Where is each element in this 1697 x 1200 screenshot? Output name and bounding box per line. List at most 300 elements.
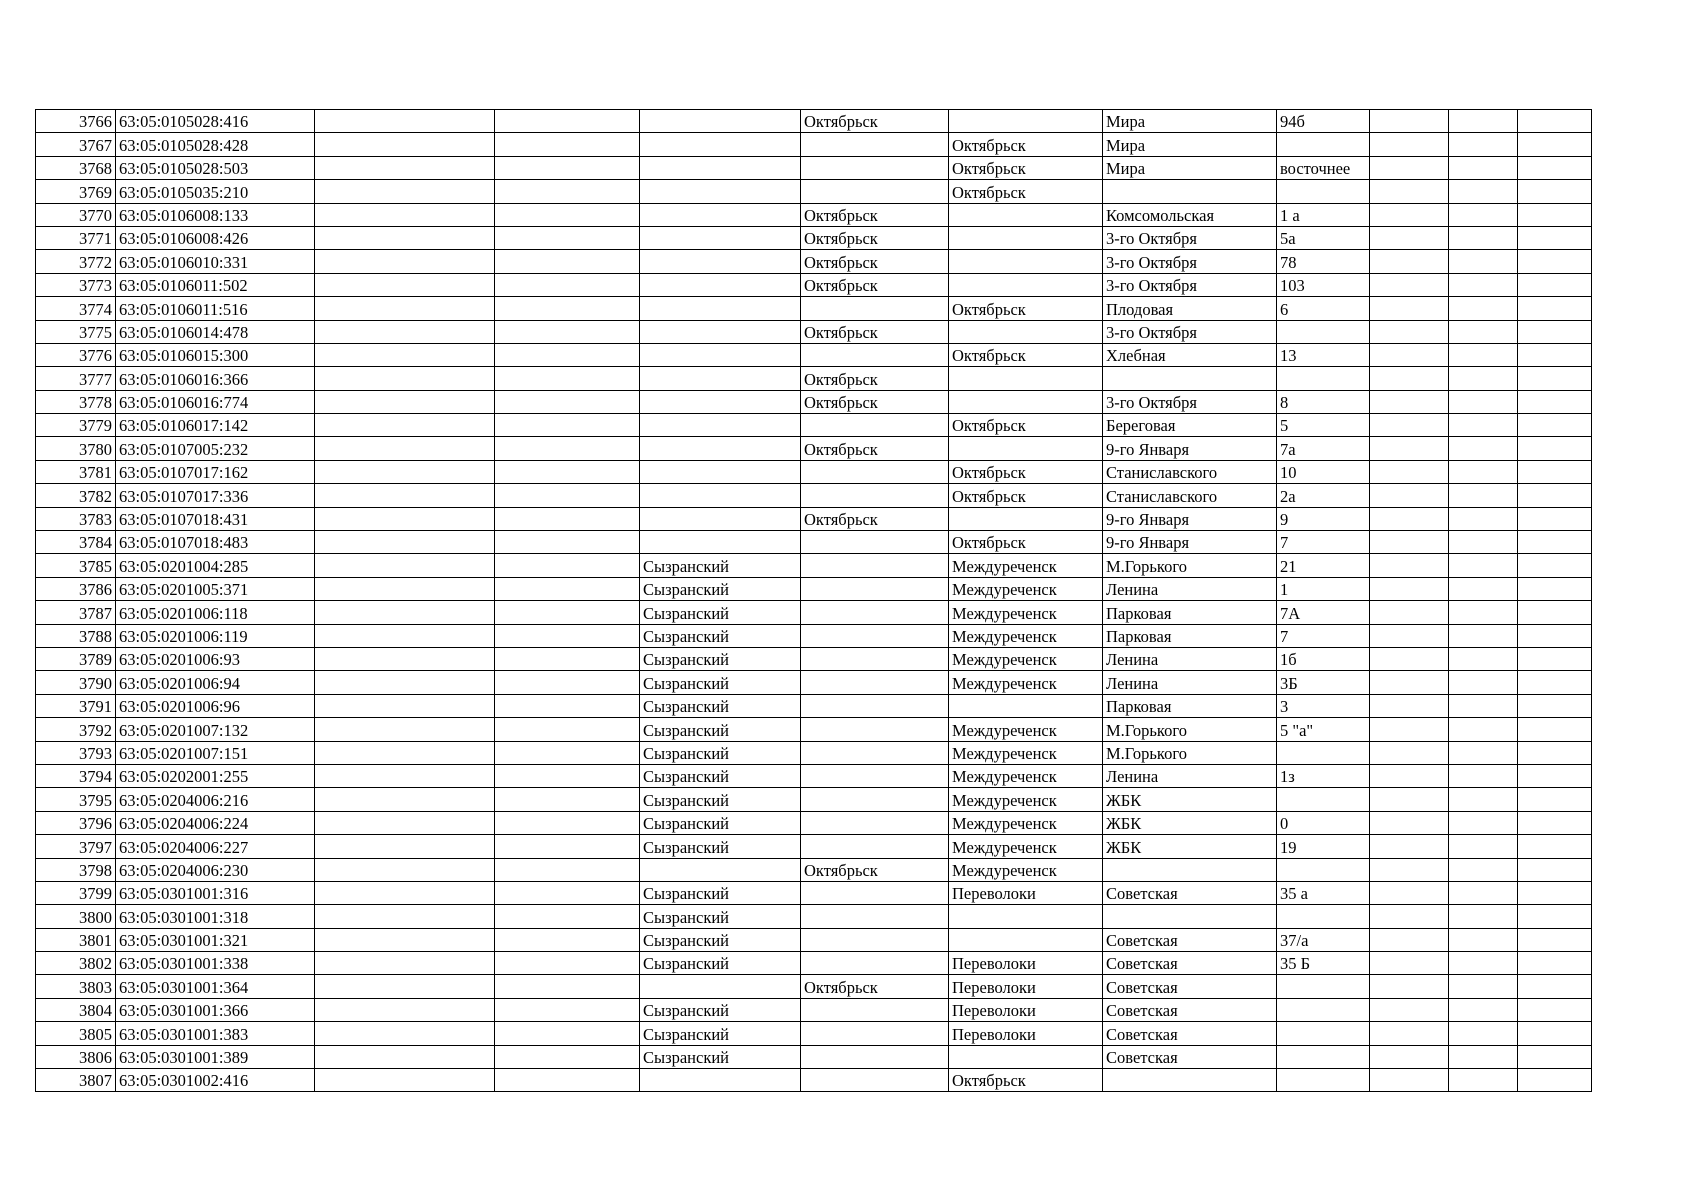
- cell-city: [801, 718, 949, 741]
- cell-house: [1277, 1022, 1370, 1045]
- cell-district: [640, 343, 801, 366]
- cell-col-3: [315, 928, 495, 951]
- cell-city: [801, 624, 949, 647]
- cell-row-number: 3773: [36, 273, 116, 296]
- cell-col-3: [315, 835, 495, 858]
- cell-house: 35 Б: [1277, 952, 1370, 975]
- cell-city: Октябрьск: [801, 858, 949, 881]
- cell-district: Сызранский: [640, 881, 801, 904]
- cell-cadastral-number: 63:05:0201004:285: [116, 554, 315, 577]
- cell-house: [1277, 741, 1370, 764]
- cell-col-12: [1518, 203, 1592, 226]
- cell-settlement: Междуреченск: [949, 764, 1103, 787]
- cell-col-10: [1370, 156, 1449, 179]
- cell-row-number: 3766: [36, 110, 116, 133]
- cell-cadastral-number: 63:05:0301001:383: [116, 1022, 315, 1045]
- cell-row-number: 3787: [36, 601, 116, 624]
- table-row: [36, 694, 1592, 717]
- cell-cadastral-number: 63:05:0105035:210: [116, 180, 315, 203]
- cell-cadastral-number: 63:05:0301001:316: [116, 881, 315, 904]
- cell-col-4: [495, 133, 640, 156]
- table-row: [36, 414, 1592, 437]
- cell-settlement: Переволоки: [949, 952, 1103, 975]
- cell-street: ЖБК: [1103, 811, 1277, 834]
- cell-street: Ленина: [1103, 577, 1277, 600]
- cell-house: 5: [1277, 414, 1370, 437]
- cell-col-12: [1518, 975, 1592, 998]
- cell-col-4: [495, 647, 640, 670]
- cell-city: Октябрьск: [801, 507, 949, 530]
- cell-district: [640, 180, 801, 203]
- cell-col-3: [315, 343, 495, 366]
- cell-col-12: [1518, 998, 1592, 1021]
- cell-col-10: [1370, 437, 1449, 460]
- table-row: [36, 1069, 1592, 1092]
- cell-cadastral-number: 63:05:0201007:151: [116, 741, 315, 764]
- cell-street: Парковая: [1103, 624, 1277, 647]
- cell-col-3: [315, 297, 495, 320]
- cell-col-4: [495, 858, 640, 881]
- cell-city: [801, 905, 949, 928]
- table-row: [36, 928, 1592, 951]
- cell-settlement: [949, 1045, 1103, 1068]
- cell-city: Октябрьск: [801, 226, 949, 249]
- cell-col-12: [1518, 437, 1592, 460]
- cell-col-11: [1449, 180, 1518, 203]
- cell-district: Сызранский: [640, 788, 801, 811]
- cell-settlement: [949, 273, 1103, 296]
- cell-col-10: [1370, 671, 1449, 694]
- cell-row-number: 3807: [36, 1069, 116, 1092]
- cell-row-number: 3774: [36, 297, 116, 320]
- cell-settlement: [949, 437, 1103, 460]
- cell-cadastral-number: 63:05:0107017:336: [116, 484, 315, 507]
- cell-row-number: 3776: [36, 343, 116, 366]
- cell-col-10: [1370, 905, 1449, 928]
- cell-col-12: [1518, 367, 1592, 390]
- cell-row-number: 3782: [36, 484, 116, 507]
- table-row: [36, 110, 1592, 133]
- cell-house: 78: [1277, 250, 1370, 273]
- cell-col-12: [1518, 110, 1592, 133]
- table-row: [36, 437, 1592, 460]
- cell-col-10: [1370, 928, 1449, 951]
- cell-col-10: [1370, 203, 1449, 226]
- cell-col-3: [315, 811, 495, 834]
- cell-street: Плодовая: [1103, 297, 1277, 320]
- cell-col-10: [1370, 577, 1449, 600]
- cell-row-number: 3795: [36, 788, 116, 811]
- cell-col-4: [495, 788, 640, 811]
- cell-cadastral-number: 63:05:0204006:216: [116, 788, 315, 811]
- cell-city: Октябрьск: [801, 975, 949, 998]
- cell-city: [801, 647, 949, 670]
- cell-street: Ленина: [1103, 671, 1277, 694]
- cell-settlement: Междуреченск: [949, 858, 1103, 881]
- cell-district: Сызранский: [640, 952, 801, 975]
- cell-street: Мира: [1103, 110, 1277, 133]
- cell-col-4: [495, 577, 640, 600]
- cell-street: [1103, 180, 1277, 203]
- cell-cadastral-number: 63:05:0201006:96: [116, 694, 315, 717]
- table-row: [36, 320, 1592, 343]
- cell-house: 35 а: [1277, 881, 1370, 904]
- cell-col-4: [495, 671, 640, 694]
- cell-col-3: [315, 390, 495, 413]
- cell-house: [1277, 858, 1370, 881]
- cell-settlement: Октябрьск: [949, 297, 1103, 320]
- cell-col-11: [1449, 998, 1518, 1021]
- cell-row-number: 3796: [36, 811, 116, 834]
- cell-settlement: Октябрьск: [949, 414, 1103, 437]
- cell-col-10: [1370, 531, 1449, 554]
- cell-col-12: [1518, 694, 1592, 717]
- cell-col-10: [1370, 484, 1449, 507]
- cell-street: Советская: [1103, 1022, 1277, 1045]
- cell-col-3: [315, 531, 495, 554]
- cell-street: ЖБК: [1103, 788, 1277, 811]
- cell-city: Октябрьск: [801, 110, 949, 133]
- cell-cadastral-number: 63:05:0301002:416: [116, 1069, 315, 1092]
- cell-col-11: [1449, 647, 1518, 670]
- cell-city: [801, 811, 949, 834]
- cell-col-10: [1370, 507, 1449, 530]
- cell-district: Сызранский: [640, 577, 801, 600]
- table-row: [36, 460, 1592, 483]
- cell-col-10: [1370, 647, 1449, 670]
- cell-cadastral-number: 63:05:0106011:502: [116, 273, 315, 296]
- cell-cadastral-number: 63:05:0106010:331: [116, 250, 315, 273]
- cell-house: [1277, 905, 1370, 928]
- cell-cadastral-number: 63:05:0105028:503: [116, 156, 315, 179]
- cell-col-4: [495, 203, 640, 226]
- cell-col-11: [1449, 367, 1518, 390]
- cell-street: 9-го Января: [1103, 531, 1277, 554]
- cadastral-registry-table: [35, 109, 1592, 1092]
- cell-col-12: [1518, 647, 1592, 670]
- cell-house: 7: [1277, 531, 1370, 554]
- cell-house: 0: [1277, 811, 1370, 834]
- table-row: [36, 554, 1592, 577]
- cell-col-12: [1518, 250, 1592, 273]
- cell-house: восточнее: [1277, 156, 1370, 179]
- cell-street: Ленина: [1103, 647, 1277, 670]
- cell-col-11: [1449, 881, 1518, 904]
- cell-row-number: 3793: [36, 741, 116, 764]
- cell-col-10: [1370, 788, 1449, 811]
- cell-row-number: 3791: [36, 694, 116, 717]
- cell-street: Советская: [1103, 952, 1277, 975]
- cell-district: [640, 273, 801, 296]
- cell-col-3: [315, 250, 495, 273]
- cell-district: [640, 110, 801, 133]
- cell-col-4: [495, 156, 640, 179]
- cell-col-10: [1370, 250, 1449, 273]
- cell-settlement: Междуреченск: [949, 718, 1103, 741]
- cell-col-11: [1449, 110, 1518, 133]
- cell-house: 3: [1277, 694, 1370, 717]
- cell-col-4: [495, 367, 640, 390]
- cell-row-number: 3770: [36, 203, 116, 226]
- cell-city: [801, 764, 949, 787]
- cell-district: Сызранский: [640, 694, 801, 717]
- cell-district: Сызранский: [640, 764, 801, 787]
- cell-col-10: [1370, 952, 1449, 975]
- cell-city: [801, 671, 949, 694]
- cell-col-4: [495, 297, 640, 320]
- cell-street: Станиславского: [1103, 484, 1277, 507]
- cell-cadastral-number: 63:05:0107005:232: [116, 437, 315, 460]
- cell-col-12: [1518, 881, 1592, 904]
- cell-col-3: [315, 998, 495, 1021]
- cell-city: [801, 741, 949, 764]
- cell-col-3: [315, 156, 495, 179]
- cell-settlement: Переволоки: [949, 1022, 1103, 1045]
- cell-street: Парковая: [1103, 694, 1277, 717]
- cell-col-10: [1370, 881, 1449, 904]
- cell-settlement: Переволоки: [949, 998, 1103, 1021]
- cell-district: [640, 858, 801, 881]
- cell-row-number: 3794: [36, 764, 116, 787]
- cell-col-4: [495, 905, 640, 928]
- cell-house: 2а: [1277, 484, 1370, 507]
- cell-col-11: [1449, 343, 1518, 366]
- cell-col-11: [1449, 858, 1518, 881]
- table-row: [36, 250, 1592, 273]
- cell-col-12: [1518, 858, 1592, 881]
- registry-body: [36, 110, 1592, 1092]
- cell-cadastral-number: 63:05:0106011:516: [116, 297, 315, 320]
- table-row: [36, 647, 1592, 670]
- cell-cadastral-number: 63:05:0106016:774: [116, 390, 315, 413]
- cell-district: [640, 390, 801, 413]
- cell-cadastral-number: 63:05:0301001:338: [116, 952, 315, 975]
- cell-cadastral-number: 63:05:0202001:255: [116, 764, 315, 787]
- cell-col-11: [1449, 250, 1518, 273]
- cell-col-4: [495, 975, 640, 998]
- cell-col-4: [495, 390, 640, 413]
- table-row: [36, 531, 1592, 554]
- cell-col-11: [1449, 1045, 1518, 1068]
- table-row: [36, 835, 1592, 858]
- cell-col-4: [495, 273, 640, 296]
- table-row: [36, 788, 1592, 811]
- cell-col-4: [495, 554, 640, 577]
- cell-row-number: 3779: [36, 414, 116, 437]
- cell-street: [1103, 367, 1277, 390]
- cell-settlement: Междуреченск: [949, 647, 1103, 670]
- cell-row-number: 3775: [36, 320, 116, 343]
- cell-col-11: [1449, 952, 1518, 975]
- cell-settlement: Октябрьск: [949, 343, 1103, 366]
- cell-cadastral-number: 63:05:0107018:483: [116, 531, 315, 554]
- cell-col-4: [495, 531, 640, 554]
- cell-col-3: [315, 414, 495, 437]
- cell-city: [801, 180, 949, 203]
- cell-col-3: [315, 975, 495, 998]
- cell-city: [801, 531, 949, 554]
- cell-cadastral-number: 63:05:0105028:428: [116, 133, 315, 156]
- cell-col-12: [1518, 718, 1592, 741]
- cell-col-10: [1370, 343, 1449, 366]
- cell-cadastral-number: 63:05:0201006:119: [116, 624, 315, 647]
- cell-district: Сызранский: [640, 998, 801, 1021]
- cell-row-number: 3789: [36, 647, 116, 670]
- cell-street: М.Горького: [1103, 718, 1277, 741]
- cell-house: 5а: [1277, 226, 1370, 249]
- cell-house: [1277, 133, 1370, 156]
- cell-settlement: Октябрьск: [949, 1069, 1103, 1092]
- cell-district: [640, 460, 801, 483]
- cell-house: [1277, 1045, 1370, 1068]
- cell-col-11: [1449, 437, 1518, 460]
- table-row: [36, 577, 1592, 600]
- cell-house: [1277, 788, 1370, 811]
- cell-col-10: [1370, 835, 1449, 858]
- cell-city: [801, 297, 949, 320]
- cell-city: [801, 1069, 949, 1092]
- cell-col-4: [495, 250, 640, 273]
- cell-col-10: [1370, 110, 1449, 133]
- cell-district: Сызранский: [640, 905, 801, 928]
- table-row: [36, 133, 1592, 156]
- table-row: [36, 273, 1592, 296]
- cell-col-4: [495, 811, 640, 834]
- cell-settlement: [949, 390, 1103, 413]
- cell-city: [801, 577, 949, 600]
- cell-house: 5 "а": [1277, 718, 1370, 741]
- cell-street: [1103, 858, 1277, 881]
- cell-row-number: 3790: [36, 671, 116, 694]
- cell-house: 7: [1277, 624, 1370, 647]
- cell-district: [640, 226, 801, 249]
- cell-district: [640, 1069, 801, 1092]
- cell-col-12: [1518, 180, 1592, 203]
- cell-street: Советская: [1103, 998, 1277, 1021]
- cell-cadastral-number: 63:05:0107018:431: [116, 507, 315, 530]
- cell-city: [801, 156, 949, 179]
- cell-house: 8: [1277, 390, 1370, 413]
- cell-house: 7а: [1277, 437, 1370, 460]
- cell-district: [640, 250, 801, 273]
- cell-cadastral-number: 63:05:0204006:230: [116, 858, 315, 881]
- cell-row-number: 3800: [36, 905, 116, 928]
- table-row: [36, 601, 1592, 624]
- cell-district: Сызранский: [640, 718, 801, 741]
- cell-row-number: 3792: [36, 718, 116, 741]
- cell-col-12: [1518, 671, 1592, 694]
- cell-col-11: [1449, 226, 1518, 249]
- cell-col-10: [1370, 975, 1449, 998]
- cell-col-3: [315, 226, 495, 249]
- cell-col-4: [495, 1022, 640, 1045]
- cell-col-11: [1449, 1069, 1518, 1092]
- table-row: [36, 764, 1592, 787]
- table-row: [36, 905, 1592, 928]
- cell-col-10: [1370, 1069, 1449, 1092]
- cell-cadastral-number: 63:05:0204006:224: [116, 811, 315, 834]
- cell-house: 3Б: [1277, 671, 1370, 694]
- cell-col-4: [495, 835, 640, 858]
- cell-settlement: Междуреченск: [949, 835, 1103, 858]
- cell-row-number: 3786: [36, 577, 116, 600]
- cell-cadastral-number: 63:05:0107017:162: [116, 460, 315, 483]
- table-row: [36, 624, 1592, 647]
- cell-row-number: 3802: [36, 952, 116, 975]
- table-row: [36, 180, 1592, 203]
- cell-street: Советская: [1103, 975, 1277, 998]
- cell-district: Сызранский: [640, 554, 801, 577]
- cell-row-number: 3785: [36, 554, 116, 577]
- cell-street: 9-го Января: [1103, 437, 1277, 460]
- cell-city: [801, 881, 949, 904]
- cell-settlement: Междуреченск: [949, 788, 1103, 811]
- cell-col-11: [1449, 390, 1518, 413]
- cell-col-3: [315, 1045, 495, 1068]
- table-row: [36, 881, 1592, 904]
- cell-row-number: 3805: [36, 1022, 116, 1045]
- cell-col-12: [1518, 554, 1592, 577]
- cell-district: [640, 414, 801, 437]
- cell-col-4: [495, 1045, 640, 1068]
- cell-city: [801, 788, 949, 811]
- cell-col-3: [315, 881, 495, 904]
- cell-col-12: [1518, 226, 1592, 249]
- cell-city: [801, 1022, 949, 1045]
- cell-cadastral-number: 63:05:0105028:416: [116, 110, 315, 133]
- cell-settlement: Октябрьск: [949, 180, 1103, 203]
- cell-col-11: [1449, 414, 1518, 437]
- cell-col-4: [495, 952, 640, 975]
- cell-col-10: [1370, 624, 1449, 647]
- cell-col-3: [315, 273, 495, 296]
- cell-col-4: [495, 998, 640, 1021]
- cell-city: Октябрьск: [801, 250, 949, 273]
- cell-col-10: [1370, 414, 1449, 437]
- cell-district: [640, 320, 801, 343]
- cell-cadastral-number: 63:05:0106008:133: [116, 203, 315, 226]
- cell-settlement: Междуреченск: [949, 601, 1103, 624]
- cell-row-number: 3804: [36, 998, 116, 1021]
- cell-col-11: [1449, 577, 1518, 600]
- cell-house: 19: [1277, 835, 1370, 858]
- table-row: [36, 390, 1592, 413]
- table-row: [36, 226, 1592, 249]
- cell-row-number: 3768: [36, 156, 116, 179]
- cell-col-11: [1449, 788, 1518, 811]
- cell-col-12: [1518, 577, 1592, 600]
- cell-cadastral-number: 63:05:0201006:93: [116, 647, 315, 670]
- cell-city: Октябрьск: [801, 390, 949, 413]
- cell-house: 6: [1277, 297, 1370, 320]
- cell-street: Советская: [1103, 928, 1277, 951]
- cell-col-10: [1370, 1045, 1449, 1068]
- cell-settlement: Междуреченск: [949, 671, 1103, 694]
- cell-col-12: [1518, 297, 1592, 320]
- cell-col-10: [1370, 718, 1449, 741]
- cell-col-4: [495, 881, 640, 904]
- cell-district: [640, 484, 801, 507]
- cell-cadastral-number: 63:05:0301001:366: [116, 998, 315, 1021]
- cell-row-number: 3784: [36, 531, 116, 554]
- table-row: [36, 952, 1592, 975]
- cell-row-number: 3797: [36, 835, 116, 858]
- cell-row-number: 3780: [36, 437, 116, 460]
- cell-col-10: [1370, 273, 1449, 296]
- cell-settlement: Октябрьск: [949, 133, 1103, 156]
- cell-row-number: 3801: [36, 928, 116, 951]
- cell-settlement: [949, 694, 1103, 717]
